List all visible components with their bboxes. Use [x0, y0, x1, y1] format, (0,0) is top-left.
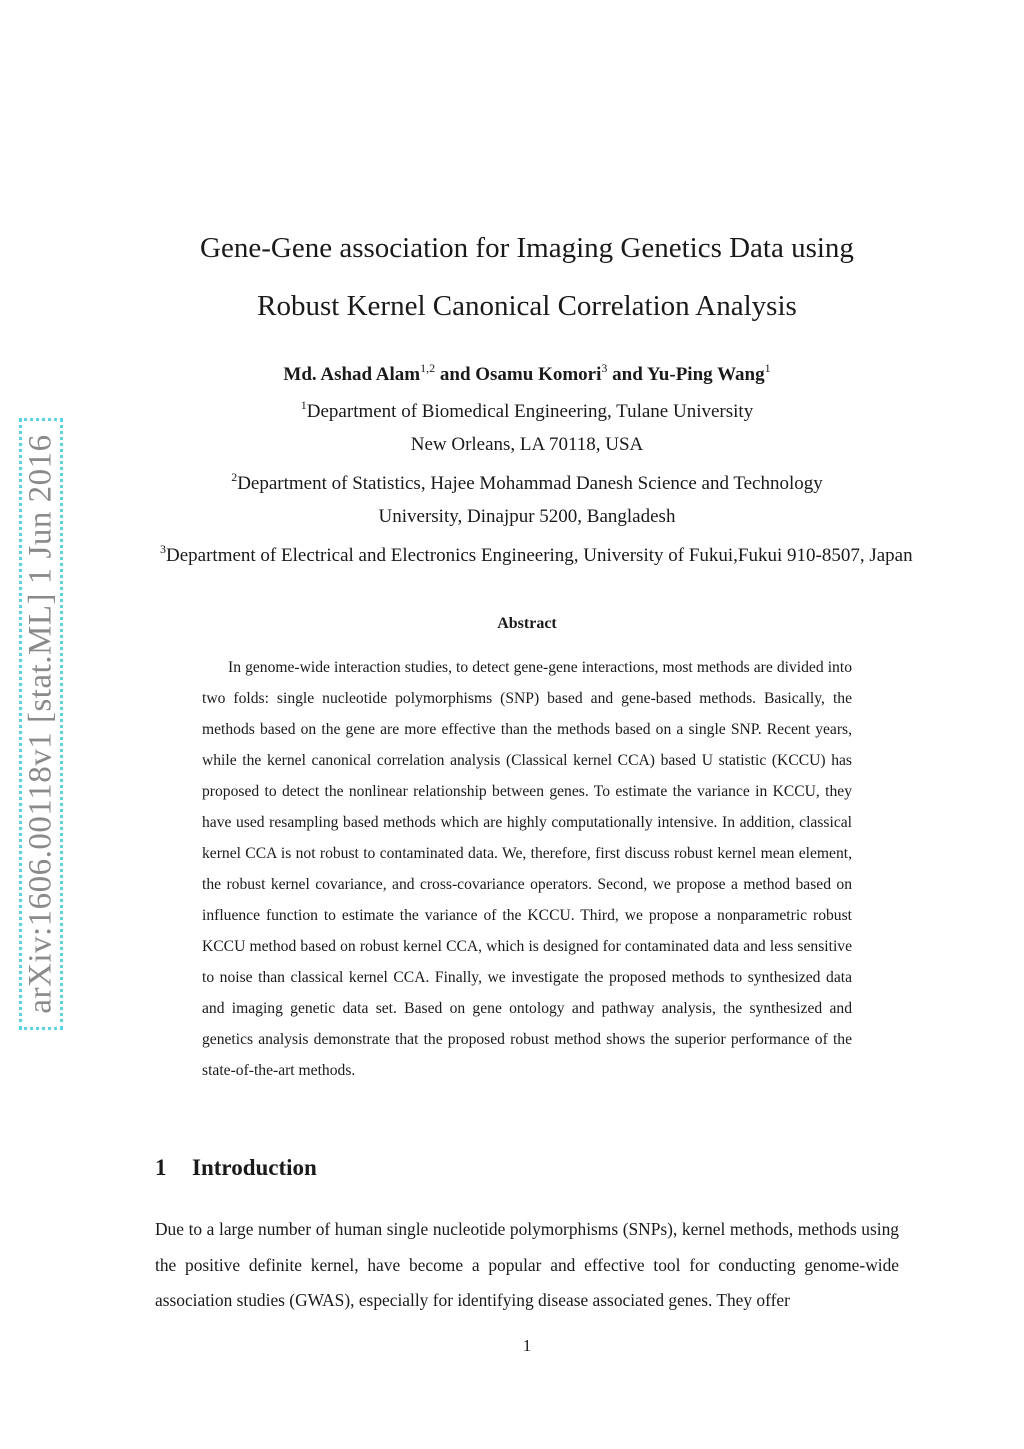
affiliation-2-line-1: [0, 470, 1024, 495]
paper-title-line-2: Robust Kernel Canonical Correlation Analysis: [257, 290, 797, 322]
affiliation-1-name: Department of Biomedical Engineering, Tulane University: [306, 401, 754, 422]
abstract-body: In genome-wide interaction studies, to detect gene-gene interactions, most methods are divided into two folds: single nucleotide polymorphisms (SNP) based and gene-based methods. Basically, the methods based on the gene are more effective than the methods based on a single SNP. Recent years, while the kernel canonical correlation analysis (Classical kernel CCA) based U statistic (KCCU) has proposed to detect the nonlinear relationship between genes. To estimate the variance in KCCU, they have used resampling based methods which are highly computationally intensive. In addition, classical kernel CCA is not robust to contaminated data. We, therefore, first discuss robust kernel mean element, the robust kernel covariance, and cross-covariance operators. Second, we propose a method based on influence function to estimate the variance of the KCCU. Third, we propose a nonparametric robust KCCU method based on robust kernel CCA, which is designed for contaminated data and less sensitive to noise than classical kernel CCA. Finally, we investigate the proposed methods to synthesized data and imaging genetic data set. Based on gene ontology and pathway analysis, the synthesized and genetics analysis demonstrate that the proposed robust method shows the superior performance of the state-of-the-art methods.: [202, 659, 852, 1079]
affiliation-2-name: Department of Statistics, Hajee Mohammad Danesh Science and Technology: [237, 473, 823, 494]
author-list: [0, 361, 1024, 386]
arxiv-identifier-text: arXiv:1606.00118v1 [stat.ML] 1 Jun 2016: [22, 434, 59, 1014]
affiliation-2-line-2: University, Dinajpur 5200, Bangladesh: [378, 506, 676, 527]
section-title: Introduction: [192, 1155, 317, 1180]
affiliation-3-marker: 3: [160, 542, 166, 556]
author-2-affiliation-marker: 3: [601, 361, 608, 375]
affiliation-1-line-2: New Orleans, LA 70118, USA: [410, 434, 644, 455]
paper-title-line-1: Gene-Gene association for Imaging Genetics Data using: [200, 232, 854, 264]
author-name-2: and Osamu Komori: [435, 364, 602, 385]
author-3-affiliation-marker: 1: [764, 361, 771, 375]
section-number: 1: [155, 1155, 167, 1180]
affiliation-1-line-1: [0, 398, 1024, 423]
abstract-heading: Abstract: [497, 615, 557, 632]
affiliation-2-marker: 2: [231, 470, 238, 484]
page-number: 1: [522, 1336, 532, 1355]
affiliation-3-line-1: [160, 542, 990, 567]
affiliation-3-name: Department of Electrical and Electronics Engineering, University of Fukui,Fukui 910-8507, Japan: [166, 545, 913, 566]
introduction-body: Due to a large number of human single nucleotide polymorphisms (SNPs), kernel methods, methods using the positive definite kernel, have become a popular and effective tool for conducting genome-wide association studies (GWAS), especially for identifying disease associated genes. They offer: [155, 1219, 899, 1310]
section-heading-introduction: [155, 1155, 317, 1181]
affiliation-1-marker: 1: [300, 398, 307, 412]
author-name-1: Md. Ashad Alam: [283, 364, 421, 385]
author-1-affiliation-marker: 1,2: [420, 361, 436, 375]
author-name-3: and Yu-Ping Wang: [607, 364, 765, 385]
